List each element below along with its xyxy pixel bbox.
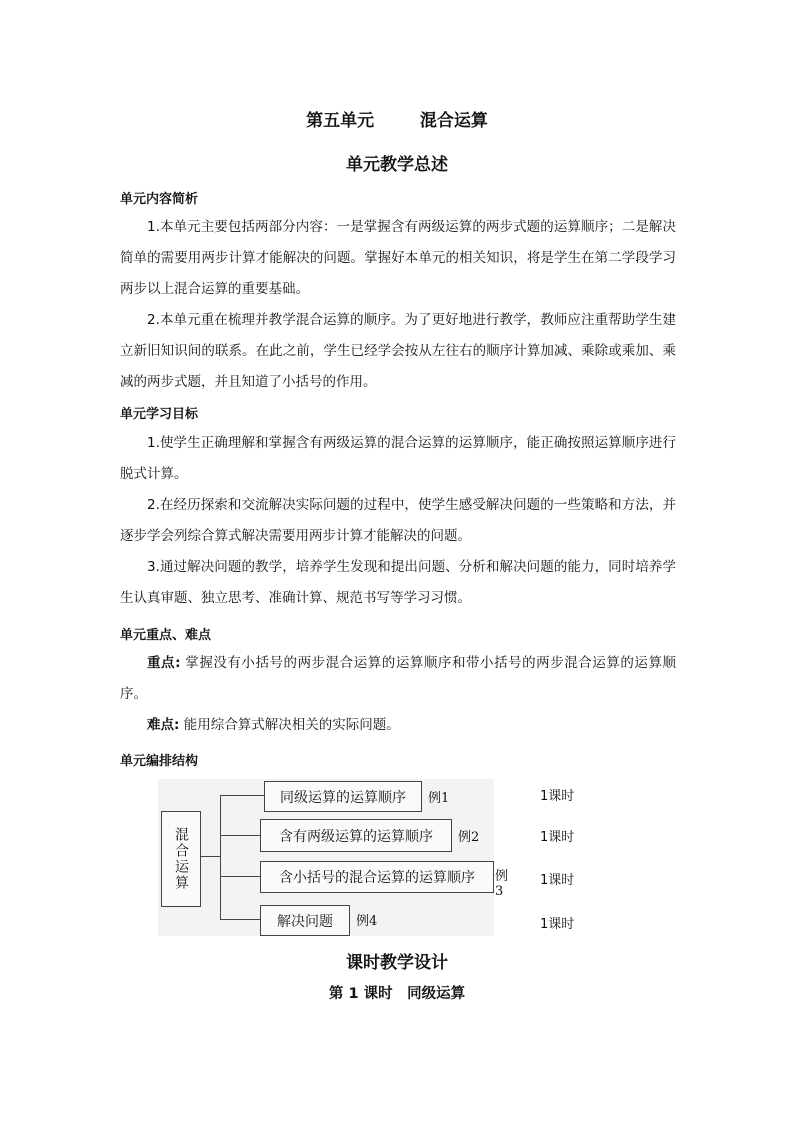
difficult-point-label: 难点: (147, 717, 180, 733)
lesson-design-title: 课时教学设计 (346, 953, 448, 973)
structure-item-box: 解决问题 (260, 905, 350, 936)
structure-item-hours: 1课时 (540, 917, 575, 932)
connector-line (220, 876, 260, 877)
unit-label: 第五单元 (306, 111, 375, 131)
structure-diagram (158, 779, 509, 936)
key-point-label: 重点: (147, 655, 181, 671)
connector-line (220, 919, 260, 920)
lesson-title: 第 1 课时 同级运算 (328, 986, 466, 1002)
structure-item-box: 含有两级运算的运算顺序 (260, 819, 452, 852)
connector-line (220, 835, 260, 836)
connector-line (200, 856, 220, 857)
content-analysis-paragraph: 1.本单元主要包括两部分内容：一是掌握含有两级运算的两步式题的运算顺序；二是解决简单的需要用两步计算才能解决的问题。掌握好本单元的相关知识，将是学生在第二学段学习两步以上混合运算的重要基础。 (120, 219, 676, 297)
structure-item-hours: 1课时 (540, 830, 575, 845)
learning-goal-paragraph: 3.通过解决问题的教学，培养学生发现和提出问题、分析和解决问题的能力，同时培养学生认真审题、独立思考、准确计算、规范书写等学习习惯。 (120, 559, 676, 606)
connector-line (220, 795, 221, 919)
structure-item-box: 含小括号的混合运算的运算顺序 (260, 861, 494, 893)
structure-item-hours: 1课时 (540, 789, 575, 804)
difficult-point-text: 能用综合算式解决相关的实际问题。 (183, 717, 400, 733)
structure-root-box: 混合运算 (161, 811, 201, 907)
structure-item-hours: 1课时 (540, 873, 575, 888)
section-heading-learning-goals: 单元学习目标 (120, 407, 199, 422)
section-heading-key-points: 单元重点、难点 (120, 628, 212, 643)
section-heading-content-analysis: 单元内容简析 (120, 192, 199, 207)
key-point-paragraph (120, 648, 676, 710)
connector-line (220, 795, 264, 796)
learning-goal-paragraph: 1.使学生正确理解和掌握含有两级运算的混合运算的运算顺序，能正确按照运算顺序进行脱式计算。 (120, 435, 676, 482)
content-analysis-paragraph: 2.本单元重在梳理并教学混合运算的顺序。为了更好地进行教学，教师应注重帮助学生建立新旧知识间的联系。在此之前，学生已经学会按从左往右的顺序计算加减、乘除或乘加、乘减的两步式题，并且知道了小括号的作用。 (120, 312, 676, 390)
page-subtitle: 单元教学总述 (346, 155, 448, 175)
structure-item-example: 例3 (495, 869, 509, 899)
unit-topic: 混合运算 (419, 111, 488, 131)
structure-item-example: 例4 (356, 914, 378, 929)
key-point-text: 掌握没有小括号的两步混合运算的运算顺序和带小括号的两步混合运算的运算顺序。 (120, 655, 676, 702)
section-heading-structure: 单元编排结构 (120, 754, 199, 769)
page-title (0, 106, 794, 131)
structure-item-example: 例2 (458, 830, 480, 845)
learning-goal-paragraph: 2.在经历探索和交流解决实际问题的过程中，使学生感受解决问题的一些策略和方法，并逐步学会列综合算式解决需要用两步计算才能解决的问题。 (120, 497, 676, 544)
difficult-point-paragraph (120, 710, 676, 741)
structure-item-example: 例1 (428, 791, 450, 806)
structure-item-box: 同级运算的运算顺序 (264, 781, 422, 812)
